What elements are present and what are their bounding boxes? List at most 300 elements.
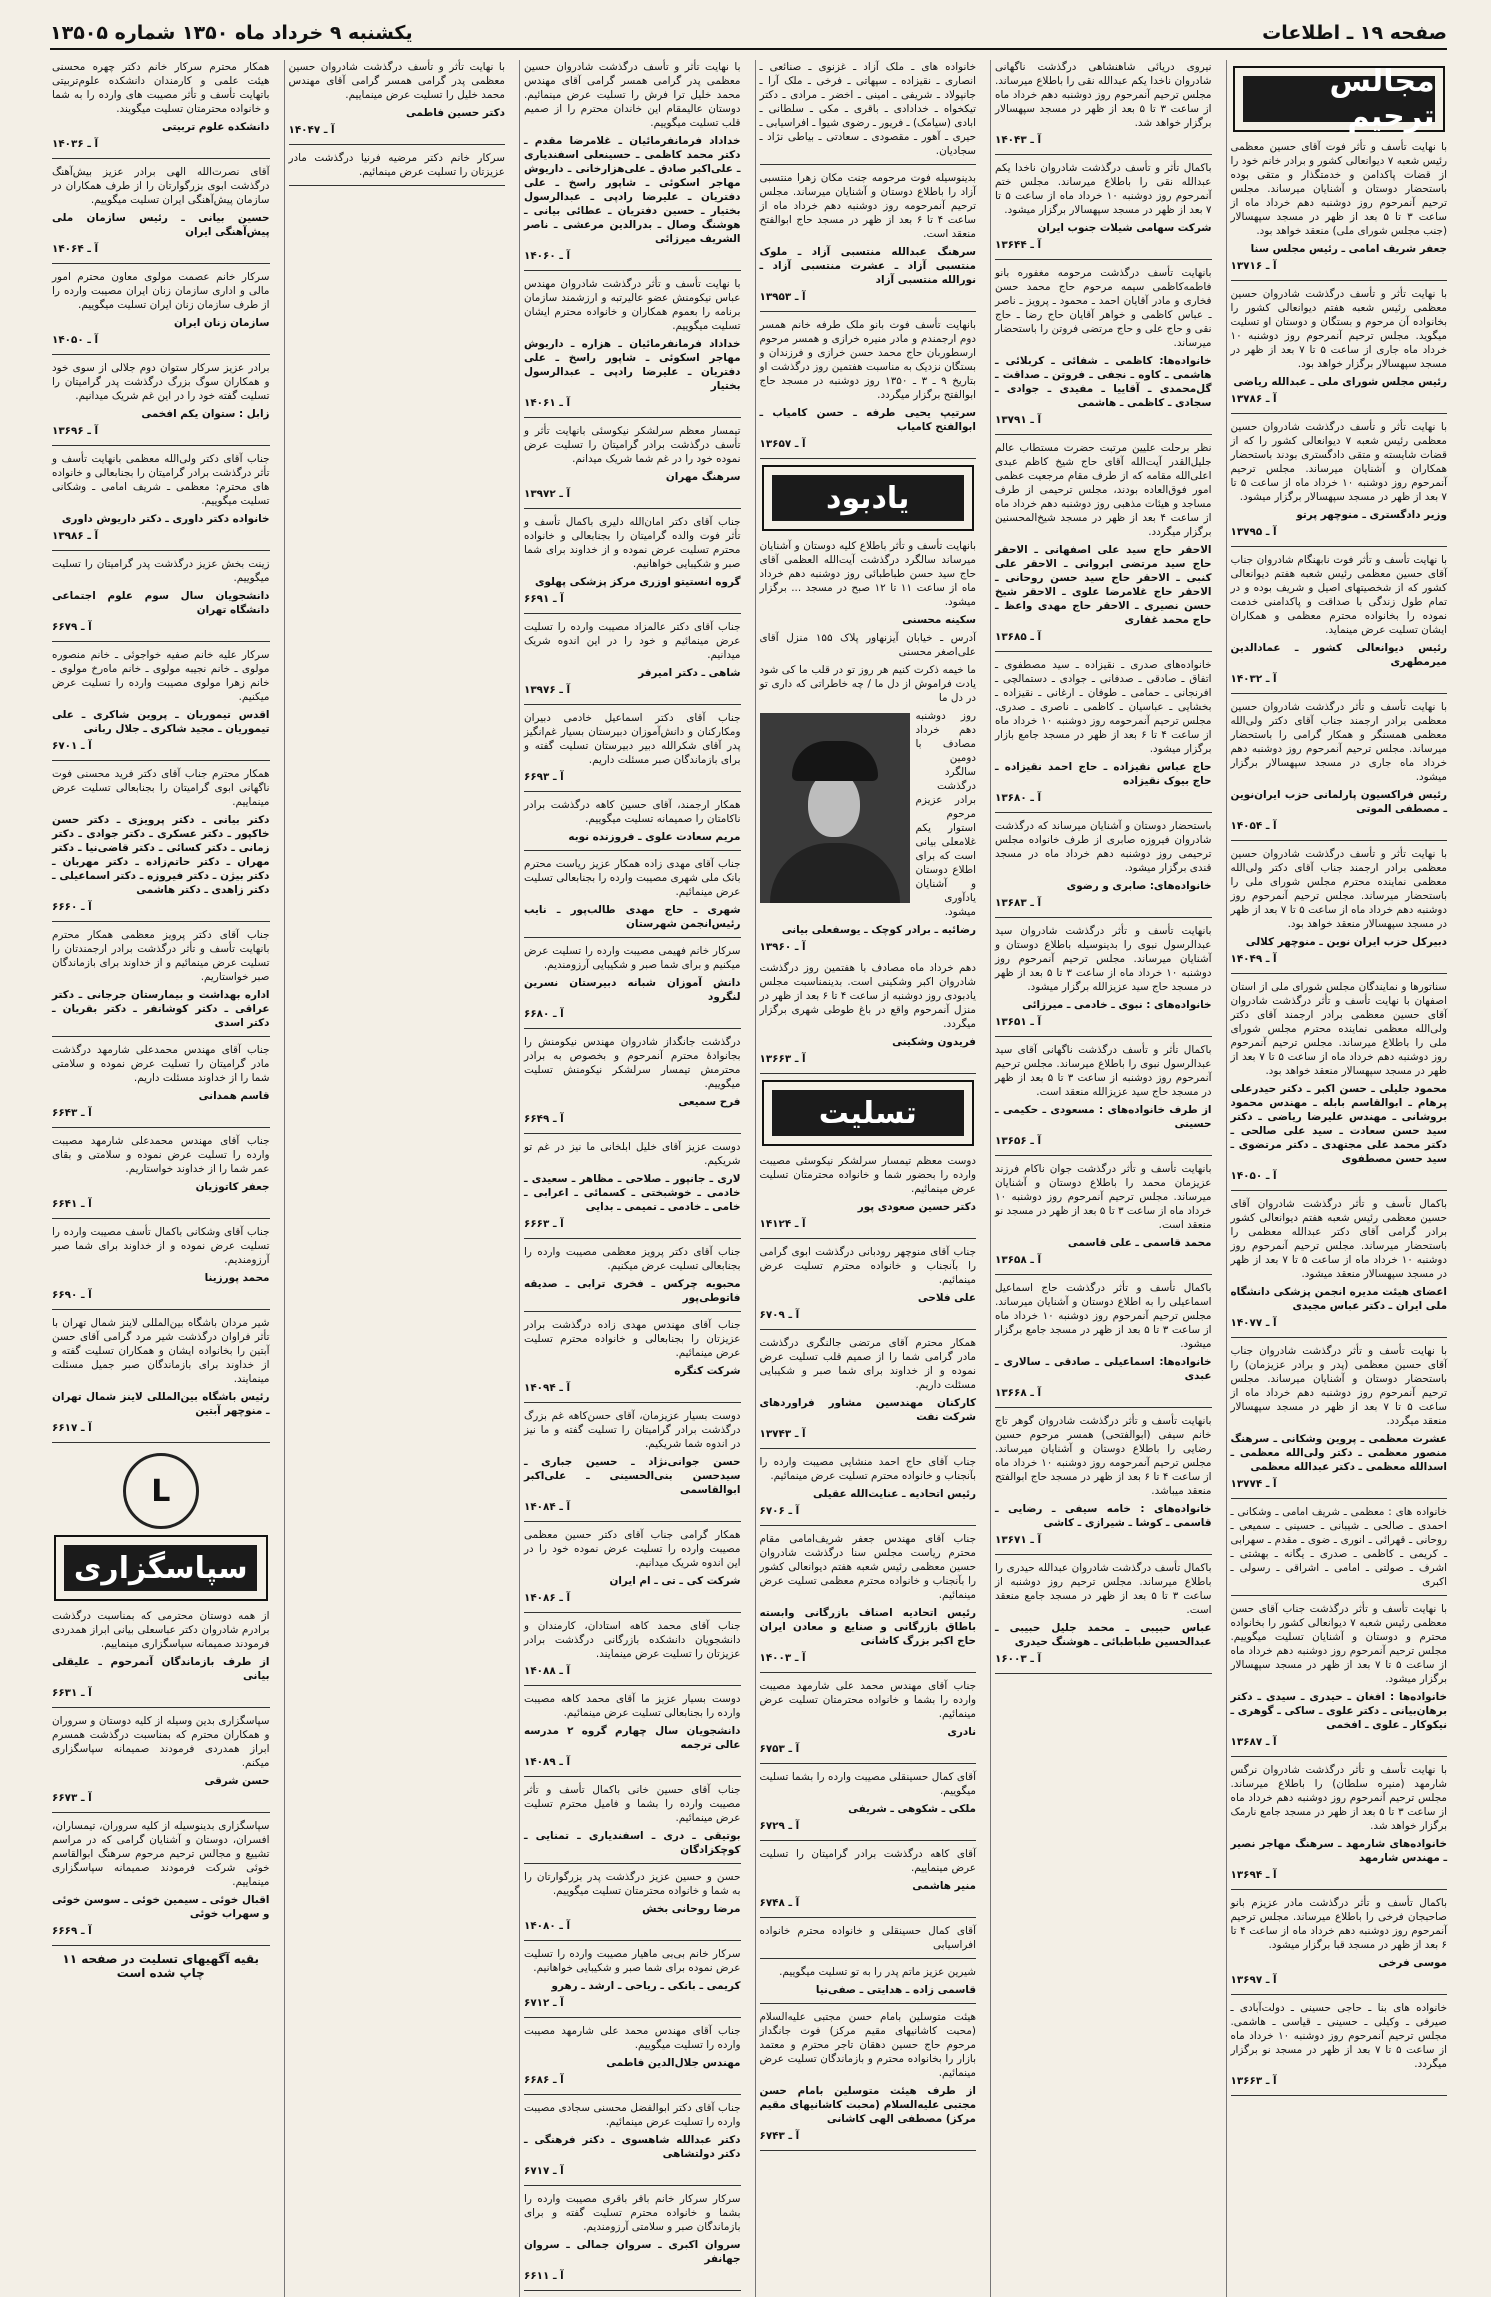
banner-title: یادبود: [772, 475, 964, 521]
issue-date: یکشنبه ۹ خرداد ماه ۱۳۵۰ شماره ۱۳۵۰۵: [50, 22, 413, 44]
notice-item: [524, 1409, 741, 1522]
ad-code: آ ـ ۶۶۹۱: [524, 593, 564, 605]
notice-text: شیر مردان باشگاه بین‌المللی لاینز شمال تهران با تأثر فراوان درگذشت شیر مرد گرامی آقای حسن آبتین را بخانواده ایشان و همکاران تسلیت گفته و از خداوند برای بازماندگان صبر جمیل مسئلت مینمایند.: [52, 1317, 270, 1385]
notice-text: دوست عزیز آقای خلیل ابلخانی ما نیز در غم تو شریکیم.: [524, 1141, 741, 1167]
divider: [760, 2150, 977, 2151]
ad-list: [760, 961, 977, 1074]
notice-signature: فریدون وشکینی: [892, 1036, 976, 1048]
notice-text: با نهایت تأسف و تأثر درگذشت شادروان حسین معظمی برادر ارجمند جناب آقای دکتر ولی‌الله معظمی همسنگر و همکار گرامی را باستحضار میرساند. مجلس ترحیم آنمرحوم روز دوشنبه دهم خرداد ماه جاری در مسجد سپهسالار برگزار میشود.: [1230, 701, 1447, 783]
ad-list: [995, 60, 1212, 1674]
notice-signature: زابل : ستوان یکم افخمی: [141, 408, 270, 420]
notice-item: [524, 277, 741, 418]
ad-code: آ ـ ۱۴۰۴۳: [995, 134, 1042, 146]
notice-text: همکار محترم آقای مرتضی جالنگری درگذشت مادر گرامی شما را از صمیم قلب تسلیت عرض نموده و از خداوند برای شما صبر و شکیبایی مسئلت داریم.: [759, 1337, 976, 1391]
notice-text: همکار محترم سرکار خانم دکتر چهره محسنی هیئت علمی و کارمندان دانشکده علوم‌تربیتی باتهایت تأسف و تأثر مصیبت های وارده را به شما و خانواده محترمتان تسلیت میگویند.: [52, 61, 270, 115]
ad-code: آ ـ ۶۷۱۲: [524, 1997, 564, 2009]
notice-text: سرکار خانم فهیمی مصیبت وارده را تسلیت عرض میکنیم و برای شما صبر و شکیبایی آرزومندیم.: [524, 945, 741, 971]
divider: [995, 434, 1212, 435]
ad-code: آ ـ ۶۶۹۳: [524, 771, 564, 783]
divider: [1231, 973, 1448, 974]
notice-item: [995, 161, 1212, 260]
divider: [1231, 840, 1448, 841]
divider: [1231, 2095, 1448, 2096]
divider: [524, 2094, 741, 2095]
notice-item: [995, 60, 1212, 155]
divider: [524, 1402, 741, 1403]
notice-signature: اعضای هیئت مدیره انجمن پزشکی دانشگاه ملی ایران ـ دکتر عباس مجیدی: [1230, 1286, 1447, 1312]
ad-code: آ ـ ۱۳۶۵۶: [995, 1135, 1042, 1147]
notice-item: [760, 60, 977, 165]
notice-text: دوست بسیار عزیز ما آقای محمد کاهه مصیبت وارده را بجنابعالی تسلیت عرض مینمائیم.: [524, 1693, 741, 1719]
banner-title: تسلیت: [772, 1090, 964, 1136]
divider: [52, 1309, 270, 1310]
notice-item: [524, 1947, 741, 2018]
ad-code: آ ـ ۶۶۶۳: [524, 1218, 564, 1230]
ad-list: [524, 60, 741, 2291]
memorial-text: بانهایت تأسف و تأثر باطلاع کلیه دوستان و آشنایان میرساند سالگرد درگذشت آیت‌الله العظمی آقای حاج سید حسن طباطبائی روز دوشنبه دهم خرداد ماه از ساعت ۱۱ تا ۱۲ صبح در مسجد ... برگزار میشود.: [759, 540, 976, 608]
ad-list: [52, 1609, 270, 1946]
notice-item: [995, 1281, 1212, 1408]
ad-code: آ ـ ۶۶۸۰: [524, 1008, 564, 1020]
ad-code: آ ـ ۶۶۷۹: [52, 621, 92, 633]
notice-item: [524, 2101, 741, 2186]
divider: [995, 1554, 1212, 1555]
notice-text: با نهایت تأثر و تأسف درگذشت شادروان حسین معظمی رئیس شعبه هفتم دیوانعالی کشور را بخانواده آن مرحوم و بستگان و دوستان او تسلیت میگوید. مجلس ترحیم آنمرحوم روز دوشنبه ۱۰ خرداد ماه جاری از ساعت ۵ تا ۷ بعد از ظهر در مسجد سپهسالار برگزار خواهد بود.: [1230, 288, 1447, 370]
notice-signature: سرهنگ مهران: [665, 471, 741, 483]
notice-item: [760, 1455, 977, 1526]
notice-signature: مرضا روحانی بخش: [642, 1903, 741, 1915]
divider: [995, 1155, 1212, 1156]
notice-text: جناب آقای مهندس محمد علی شارمهد مصیبت وارده را بشما و خانواده محترمتان تسلیت عرض مینمائیم.: [759, 1680, 976, 1720]
divider: [524, 270, 741, 271]
notice-text: آقای کاهه درگذشت برادر گرامیتان را تسلیت عرض مینماییم.: [759, 1848, 976, 1874]
ad-code: آ ـ ۶۷۵۳: [759, 1743, 800, 1755]
divider: [52, 1036, 270, 1037]
notice-item: [760, 1532, 977, 1673]
notice-item: [1231, 420, 1448, 547]
ad-code: آ ـ ۱۴۰۹۴: [524, 1382, 571, 1394]
ad-code: آ ـ ۱۳۶۶۳: [1230, 2075, 1277, 2087]
ad-code: آ ـ ۱۳۷۸۶: [1230, 393, 1277, 405]
notice-item: [524, 515, 741, 614]
notice-text: بانهایت تأسف و تأثر درگذشت جوان ناکام فرزند عزیزمان محمد را باطلاع دوستان و آشنایان میرساند. مجلس ترحیم آنمرحوم روز دوشنبه ۱۰ خرداد ماه از ساعت ۳ تا ۵ بعد از ظهر در مسجد نو منعقد است.: [994, 1163, 1212, 1231]
divider: [995, 259, 1212, 260]
ad-code: آ ـ ۱۴۰۳۶: [52, 138, 99, 150]
divider: [524, 508, 741, 509]
divider: [1231, 1994, 1448, 1995]
notice-text: بانهایت تأسف و تأثر درگذشت شادروان گوهر تاج خانم سیفی (ابوالفتحی) همسر مرحوم حسین رضایی را باطلاع دوستان و آشنایان میرساند. مجلس ترحیم آنمرحومه روز دوشنبه ۱۰ خرداد ماه از ساعت ۴ تا ۶ بعد از ظهر در مسجد حاج ابوالفتح منعقد میباشد.: [995, 1415, 1212, 1497]
notice-item: [52, 1819, 270, 1946]
notice-item: [524, 1035, 741, 1134]
ad-code: آ ـ ۱۳۷۹۵: [1230, 526, 1277, 538]
ad-code: آ ـ ۱۴۰۸۹: [524, 1756, 571, 1768]
divider: [52, 263, 270, 264]
divider: [1231, 1889, 1448, 1890]
notice-item: [760, 1245, 977, 1330]
notice-signature: خانواده‌های: صابری و رضوی: [1066, 880, 1212, 892]
divider: [52, 1707, 270, 1708]
divider: [760, 1329, 977, 1330]
notice-text: بانهایت تأسف و تأثر درگذشت شادروان سید عبدالرسول نبوی را بدینوسیله باطلاع دوستان و آشنایان میرساند. مجلس ترحیم آنمرحوم روز دوشنبه ۱۰ خرداد ماه از ساعت ۳ تا ۵ بعد از ظهر در مسجد حاج سید عزیزالله برگزار میشود.: [995, 925, 1212, 993]
notice-signature: خانواده‌های شارمهد ـ سرهنگ مهاجر نصیر ـ مهندس شارمهد: [1230, 1838, 1447, 1864]
ad-code: آ ـ ۶۷۴۸: [759, 1897, 800, 1909]
notice-text: سپاسگزاری بدین وسیله از کلیه دوستان و سروران و همکاران محترم که بمناسبت درگذشت همسرم ابراز همدردی فرمودند صمیمانه سپاسگزاری میکنم.: [52, 1715, 270, 1769]
notice-item: [1231, 1505, 1448, 1596]
notice-item: [1231, 1763, 1448, 1890]
column-five: [284, 60, 510, 2297]
divider: [52, 550, 270, 551]
notice-text: سناتورها و نمایندگان مجلس شورای ملی از استان اصفهان با نهایت تأسف و تأثر درگذشت شادروان آقای حسین معظمی برادر ارجمند آقای دکتر ولی‌الله معظمی نماینده محترم مجلس شورای ملی را باطلاع میرساند. مجلس ترحیم آنمرحوم روز دوشنبه دهم خرداد ماه از ساعت ۵ تا ۷ بعد از ظهر در مسجد سپهسالار منعقد خواهد بود.: [1230, 981, 1447, 1077]
divider: [995, 1036, 1212, 1037]
ad-code: آ ـ ۱۴۰۵۰: [1230, 1170, 1277, 1182]
ad-code: آ ـ ۱۳۹۵۳: [759, 291, 806, 303]
ad-code: آ ـ ۱۳۶۹۷: [1230, 1974, 1277, 1986]
ad-code: آ ـ ۱۴۰۴۹: [1230, 953, 1277, 965]
divider: [1231, 693, 1448, 694]
notice-text: با نهایت تأسف و تأثر درگذشت شادروان مهندس عباس نیکومنش عضو عالیرتبه و ارزشمند سازمان برنامه را بعموم همکاران و خانواده محترم ایشان تسلیت میگوییم.: [524, 278, 741, 332]
ad-code: آ ـ ۱۴۰۷۷: [1230, 1317, 1277, 1329]
notice-item: [524, 424, 741, 509]
notice-text: بدینوسیله فوت مرحومه جنت مکان زهرا منتسبی آزاد را باطلاع دوستان و آشنایان میرساند. مجلس ترحیم آنمرحومه روز دوشنبه دهم خرداد ماه از ساعت ۴ تا ۶ بعد از ظهر در مسجد حاج ابوالفتح منعقد است.: [759, 172, 976, 240]
notice-text: آقای نصرت‌الله الهی برادر عزیز بیش‌آهنگ درگذشت ابوی بزرگوارتان را از طرف همکاران در سازمان پیش‌آهنگی ایران تسلیت میگوییم.: [52, 166, 270, 206]
divider: [524, 1133, 741, 1134]
notice-text: جناب آقای وشکانی باکمال تأسف مصیبت وارده را تسلیت عرض نموده و از خداوند برای شما صبر آرزومندیم.: [52, 1226, 270, 1266]
notice-item: [995, 658, 1212, 813]
notice-signature: خانواده‌های : نبوی ـ خادمی ـ میرزائی: [1022, 999, 1212, 1011]
memorial-address: آدرس ـ خیابان آیزنهاور پلاک ۱۵۵ منزل آقای علی‌اصغر محسنی: [759, 632, 976, 658]
notice-item: [760, 1770, 977, 1841]
ad-code: آ ـ ۶۶۹۰: [52, 1289, 92, 1301]
lions-club-logo-icon: L: [123, 1453, 199, 1529]
ad-code: آ ـ ۱۳۶۷۱: [995, 1534, 1042, 1546]
notice-item: [760, 1965, 977, 2004]
notice-text: خانواده های : معظمی ـ شریف امامی ـ وشکانی ـ احمدی ـ صالحی ـ شیبانی ـ حسینی ـ سمیعی ـ روحانی ـ قهرائی ـ انوری ـ ضوی ـ مقدم ـ سهرابی ـ کریمی ـ کاظمی ـ صدری ـ یگانه ـ بهشتی ـ اشرف ـ صولتی ـ امامی ـ اشراقی ـ رسولی ـ اکبری: [1230, 1506, 1447, 1588]
notice-text: حسن و حسین عزیز درگذشت پدر بزرگوارتان را به شما و خانواده محترمتان تسلیت میگوییم.: [524, 1871, 741, 1897]
ad-code: آ ـ ۱۳۶۶۳: [759, 1053, 806, 1065]
ad-code: آ ـ ۱۳۶۶۸: [995, 1387, 1042, 1399]
ad-code: آ ـ ۶۶۸۶: [524, 2074, 564, 2086]
divider: [760, 1840, 977, 1841]
notice-text: سرکار خانم دکتر مرضیه فرنیا درگذشت مادر عزیزتان را تسلیت عرض مینمائیم.: [288, 152, 505, 178]
divider: [52, 1945, 270, 1946]
ad-code: آ ـ ۶۶۴۳: [52, 1107, 92, 1119]
notice-item: [524, 1783, 741, 1864]
notice-item: [995, 1162, 1212, 1275]
notice-text: سرکار علیه خانم صفیه خواجوئی ـ خانم منصوره مولوی ـ خانم نجیبه مولوی ـ خانم ماه‌رخ مولوی ـ خانم زهرا مولوی مصیبت وارده را تسلیت عرض میکنیم.: [52, 649, 270, 703]
notice-text: جناب آقای مهدی زاده همکار عزیز ریاست محترم بانک ملی شهری مصیبت وارده را بجنابعالی تسلیت عرض مینمائیم.: [524, 858, 741, 898]
ad-code: آ ـ ۱۳۹۷۲: [524, 488, 571, 500]
ad-code: آ ـ ۱۴۰۸۶: [524, 1592, 571, 1604]
ad-code: آ ـ ۱۳۶۸۳: [995, 897, 1042, 909]
divider: [524, 850, 741, 851]
notice-signature: گروه انستیتو اوزری مرکز پزشکی پهلوی: [534, 576, 741, 588]
ad-code: آ ـ ۱۴۰۶۴: [52, 243, 99, 255]
notice-signature: اداره بهداشت و بیمارستان جرجانی ـ دکتر عراقی ـ دکتر کوشانفر ـ دکتر بقریان ـ دکتر اسدی: [52, 989, 270, 1029]
notice-item: [1231, 2001, 1448, 2096]
section-banner-yadbood: [762, 465, 975, 531]
memorial-poem: ما خیمه ذکرت کنیم هر روز تو در قلب ما کی شود یادت فراموش از دل ما / چه خاطراتی که داری تو در دل ما: [759, 664, 976, 704]
notice-signature: عشرت معظمی ـ پروین وشکانی ـ سرهنگ منصور معظمی ـ دکتر ولی‌الله معظمی ـ اسدالله معظمی ـ دکتر عبدالله معظمی: [1230, 1433, 1447, 1473]
divider: [524, 704, 741, 705]
notice-text: باکمال تأسف و تأثر درگذشت حاج اسماعیل اسماعیلی را به اطلاع دوستان و آشنایان میرساند. مجلس ترحیم آنمرحوم روز دوشنبه ۱۰ خرداد ماه از ساعت ۳ تا ۵ بعد از ظهر در مسجد جامع برگزار میشود.: [995, 1282, 1212, 1350]
ad-code: آ ـ ۱۳۶۵۱: [995, 1016, 1042, 1028]
notice-signature: خداداد فرمانفرمائیان ـ غلامرضا مقدم ـ دکتر محمد کاظمی ـ حسینعلی اسفندیاری ـ علی‌اکبر صادق ـ علی‌هزارخانی ـ داریوش مهاجر اسکوئی ـ شاپور راسخ ـ علی دفتریان ـ علیرضا رادپی ـ عبدالرسول بختیار ـ حسین دفتریان ـ عطائی بیانی ـ هوشنگ وصال ـ بدرالدین مرعشی ـ ناصر الشریف میرزائی: [524, 135, 741, 245]
divider: [760, 164, 977, 165]
notice-signature: مریم سعادت علوی ـ فروزنده نوبه: [568, 831, 741, 843]
notice-item: [995, 1043, 1212, 1156]
notice-signature: اقبال خوئی ـ سیمین خوئی ـ سوسن خوئی و سهراب خوئی: [52, 1894, 270, 1920]
notice-signature: شهری ـ حاج مهدی طالب‌پور ـ نایب رئیس‌انجمن شهرستان: [524, 904, 741, 930]
ad-code: آ ـ ۶۶۱۱: [524, 2270, 564, 2282]
ad-code: آ ـ ۱۴۱۲۴: [759, 1218, 806, 1230]
ad-code: آ ـ ۶۷۰۶: [759, 1505, 800, 1517]
footer-note: بقیه آگهیهای تسلیت در صفحه ۱۱ چاپ شده است: [62, 1952, 260, 1980]
notice-signature: شاهی ـ دکتر امیرفر: [638, 667, 741, 679]
divider: [760, 1917, 977, 1918]
notice-text: بانهایت تأسف فوت بانو ملک طرفه خانم همسر دوم ارجمندم و مادر منیره خرازی و همسر مرحوم ارسطوربان حاج محمد حسن خرازی و فرزندان و بستگان نزدیک به مناسبت هفتمین روز درگذشت او بتاریخ ۹ ـ ۳ ـ ۱۳۵۰ روز دوشنبه در مسجد حاج ابوالفتح برگزار میگردد.: [759, 319, 977, 401]
notice-text: تیمسار معظم سرلشکر نیکوسئی بانهایت تأثر و تأسف درگذشت برادر گرامیتان را تسلیت عرض نموده خود را در غم شما شریک میدانم.: [524, 425, 741, 465]
ad-code: آ ـ ۱۴۰۶۰: [524, 250, 571, 262]
column-six: [48, 60, 274, 2297]
notice-signature: نادری: [947, 1726, 976, 1738]
divider: [995, 1673, 1212, 1674]
divider: [760, 458, 977, 459]
ad-code: آ ـ ۱۳۶۵۸: [995, 1254, 1042, 1266]
section-banner-sepasgozari: [54, 1535, 268, 1601]
notice-signature: ملکی ـ شکوهی ـ شریفی: [848, 1803, 976, 1815]
notice-signature: اقدس تیموریان ـ پروین شاکری ـ علی تیموریان ـ مجید شاکری ـ جلال ربانی: [52, 709, 270, 735]
notice-text: سرکار سرکار خانم باقر باقری مصیبت وارده را بشما و خانواده محترم تسلیت گفته و برای بازماندگان صبر و سلامتی آرزومندیم.: [524, 2193, 741, 2233]
notice-signature: خانواده‌ها: کاظمی ـ شفائی ـ کربلائی ـ هاشمی ـ کاوه ـ نجفی ـ فروتن ـ صداقت ـ گل‌محمدی ـ آقاییا ـ مفیدی ـ جوادی ـ سجادی ـ کاظمی ـ هاشمی: [995, 355, 1212, 409]
notice-text: جناب آقای مهندس مهدی زاده درگذشت برادر عزیزتان را بجنابعالی و خانواده محترم تسلیت عرض مینمائیم.: [524, 1319, 741, 1359]
notice-signature: دکتر حسین فاطمی: [406, 107, 505, 119]
notice-text: جناب آقای مهندس محمدعلی شارمهد مصیبت وارده را تسلیت عرض نموده و سلامتی و بقای عمر شما را از خداوند خواستاریم.: [52, 1135, 270, 1175]
notice-signature: بوتیقی ـ دری ـ اسفندیاری ـ تمنایی ـ کوچکزادگان: [524, 1830, 741, 1856]
notice-item: [524, 1140, 741, 1239]
notice-text: باکمال تأسف درگذشت شادروان عبدالله حیدری را باطلاع میرساند. مجلس ترحیم روز دوشنبه از ساعت ۳ تا ۵ بعد از ظهر در مسجد جامع منعقد است.: [995, 1562, 1212, 1616]
notice-item: [995, 266, 1212, 435]
notice-text: از همه دوستان محترمی که بمناسبت درگذشت برادرم شادروان دکتر عباسعلی بیانی ابراز همدردی فرمودند صمیمانه سپاسگزاری مینماییم.: [52, 1610, 270, 1650]
notice-item: [52, 767, 270, 922]
notice-item: [1231, 1896, 1448, 1995]
notice-item: [52, 361, 270, 446]
divider: [760, 2003, 977, 2004]
notice-text: با نهایت تأسف و تأثر فوت نابهنگام شادروان جناب آقای حسین معظمی رئیس شعبه هفتم دیوانعالی کشور که از شخصیتهای اصیل و شریف بوده و در تمام طول زندگی با صداقت و پاکدامنی خدمت نموده را بخانواده محترم معظمی و همکاران ایشان تسلیت عرض مینماید.: [1230, 554, 1447, 636]
notice-item: [760, 318, 977, 459]
divider: [524, 2017, 741, 2018]
notice-signature: موسی فرخی: [1378, 1957, 1447, 1969]
notice-signature: حاج عباس نقیزاده ـ حاج احمد نقیزاده ـ حاج بیوک نقیزاده: [995, 761, 1212, 787]
notice-text: برادر عزیز سرکار ستوان دوم جلالی از سوی خود و همکاران سوگ بزرگ درگذشت پدر گرامیتان را تسلیت گفته خود را در این غم شریک میدانیم.: [52, 362, 270, 402]
notice-text: جناب آقای مهندس محمد علی شارمهد مصیبت وارده را تسلیت میگوییم.: [524, 2025, 741, 2051]
notice-text: شیرین عزیز ماتم پدر را به تو تسلیت میگوییم.: [779, 1966, 976, 1978]
portrait-cap: [792, 741, 878, 781]
notice-signature: از طرف خانواده‌های : مسعودی ـ حکیمی ـ حسینی: [995, 1104, 1212, 1130]
ad-code: آ ـ ۶۷۲۹: [759, 1820, 800, 1832]
ad-code: آ ـ ۱۳۶۹۶: [52, 425, 99, 437]
notice-text: جناب آقای منوچهر رودبانی درگذشت ابوی گرامی را بآنجناب و خانواده محترم تسلیت عرض مینمائیم.: [759, 1246, 976, 1286]
notice-item: [524, 1318, 741, 1403]
column-majales-tarhim: [1226, 60, 1452, 2297]
notice-signature: خداداد فرمانفرمائیان ـ هزاره ـ داریوش مهاجر اسکوئی ـ شاپور راسخ ـ علی دفتریان ـ علیرضا رادپی ـ عبدالرسول بختیار: [524, 338, 741, 392]
notice-text: جناب آقای حسین خانی باکمال تأسف و تأثر مصیبت وارده را بشما و فامیل محترم تسلیت عرض مینمائیم.: [524, 1784, 741, 1824]
notice-signature: محمود جلیلی ـ حسن اکبر ـ دکتر حیدرعلی پرهام ـ ابوالقاسم بابله ـ مهندس محمود بروشانی ـ مهندس علیرضا ریاضی ـ دکتر سید حسن سعادت ـ سید علی صالحی ـ دکتر محمد علی مجتهدی ـ دکتر مرتضوی ـ سید حسن مصطفوی: [1230, 1083, 1447, 1165]
notice-item: [52, 928, 270, 1037]
notice-signature: حسن جوانی‌نژاد ـ حسین جباری ـ سیدحسن بنی‌الحسینی ـ علی‌اکبر ابوالقاسمی: [524, 1456, 741, 1496]
notice-signature: دانشجویان سال چهارم گروه ۲ مدرسه عالی ترجمه: [524, 1725, 741, 1751]
notice-text: همکار ارجمند، آقای حسین کاهه درگذشت برادر ناکامتان را صمیمانه تسلیت میگوییم.: [524, 799, 741, 825]
notice-text: نیروی دریائی شاهنشاهی درگذشت ناگهانی شادروان ناخدا یکم عبدالله نقی را باطلاع میرساند. مجلس ترحیم آنمرحوم روز دوشنبه دهم خرداد ماه از ساعت ۳ تا ۵ بعد از ظهر در مسجد سپهسالار برگزار خواهد شد.: [995, 61, 1212, 129]
notice-item: [760, 1679, 977, 1764]
notice-text: جناب آقای دکتر امان‌الله دلیری باکمال تأسف و تأثر فوت والده گرامیتان را بجنابعالی و خانواده محترم تسلیت عرض نموده و از خداوند برای شما صبر و شکیبایی خواهانیم.: [524, 516, 741, 570]
notice-item: [1231, 847, 1448, 974]
notice-signature: خانواده‌ها: اسماعیلی ـ صادقی ـ سالاری ـ عبدی: [995, 1356, 1212, 1382]
notice-signature: منیر هاشمی: [912, 1880, 976, 1892]
notice-signature: دانشکده علوم تربیتی: [161, 121, 270, 133]
notice-signature: علی فلاحی: [917, 1292, 976, 1304]
notice-signature: قاسمی زاده ـ هدایتی ـ صفی‌نیا: [815, 1984, 976, 1996]
divider: [760, 311, 977, 312]
ad-code: آ ـ ۶۶۴۹: [524, 1113, 564, 1125]
notice-item: [995, 1561, 1212, 1674]
ad-code: آ ـ ۶۷۴۳: [759, 2130, 800, 2142]
portrait-shoulders: [770, 843, 900, 903]
notice-item: [52, 1714, 270, 1813]
ad-code: آ ـ ۱۳۹۶۰: [759, 941, 806, 953]
notice-item: [52, 452, 270, 551]
notice-signature: رئیس فراکسیون پارلمانی حزب ایران‌نوین ـ مصطفی الموتی: [1230, 789, 1447, 815]
notice-item: [760, 1336, 977, 1449]
notice-item: [1231, 1344, 1448, 1499]
divider: [52, 354, 270, 355]
notice-signature: دکتر حسین صعودی پور: [857, 1201, 976, 1213]
notice-text: باکمال تأثر و تأسف درگذشت ناگهانی آقای سید عبدالرسول نبوی را باطلاع میرساند. مجلس ترحیم آنمرحوم روز دوشنبه از ساعت ۳ تا ۵ بعد از ظهر در مسجد حاج سید عزیزالله منعقد است.: [995, 1044, 1212, 1098]
ad-code: آ ـ ۶۷۱۷: [524, 2165, 564, 2177]
ad-code: آ ـ ۱۴۰۰۳: [759, 1652, 806, 1664]
divider: [524, 1685, 741, 1686]
notice-signature: محمد قاسمی ـ علی قاسمی: [1067, 1237, 1212, 1249]
ad-code: آ ـ ۱۳۷۷۴: [1230, 1478, 1277, 1490]
notice-signature: کریمی ـ بانکی ـ ریاحی ـ ارشد ـ رهرو: [551, 1980, 741, 1992]
notice-text: آقای کمال حسینقلی مصیبت وارده را بشما تسلیت میگوییم.: [759, 1771, 976, 1797]
divider: [995, 1407, 1212, 1408]
notice-text: جناب آقای دکتر عالمزاد مصیبت وارده را تسلیت عرض مینمائیم و خود را در این اندوه شریک میدانیم.: [524, 621, 741, 661]
divider: [1231, 546, 1448, 547]
notice-item: [524, 2024, 741, 2095]
divider: [52, 158, 270, 159]
notice-signature: رئیس اتحادیه ـ عنایت‌الله عقیلی: [813, 1488, 976, 1500]
divider: [524, 1863, 741, 1864]
notice-signature: سرهنگ عبدالله منتسبی آزاد ـ ملوک منتسبی آزاد ـ عشرت منتسبی آزاد ـ نورالله منتسبی آزاد: [759, 246, 976, 286]
divider: [52, 445, 270, 446]
notice-item: [760, 171, 977, 312]
divider: [995, 651, 1212, 652]
divider: [760, 1672, 977, 1673]
notice-signature: دبیرکل حزب ایران نوین ـ منوچهر کلالی: [1245, 936, 1447, 948]
section-banner-majales-tarhim: [1233, 66, 1446, 132]
ad-code: آ ـ ۶۷۰۹: [759, 1309, 800, 1321]
divider: [524, 417, 741, 418]
notice-item: [52, 1316, 270, 1443]
notice-signature: حسن شرقی: [204, 1775, 270, 1787]
notice-item: [524, 2192, 741, 2291]
notice-text: با نهایت تأسف و تأثر درگذشت جناب آقای حسن معظمی رئیس شعبه ۷ دیوانعالی کشور را بخانواده محترم و دوستان و آشنایان تسلیت میگوییم. مجلس ترحیم آنمرحوم روز دوشنبه دهم خرداد ماه از ساعت ۵ تا ۷ بعد از ظهر در مسجد سپهسالار برگزار میشود.: [1230, 1603, 1447, 1685]
notice-item: [289, 151, 506, 186]
notice-signature: محبوبه چرکس ـ فخری ترابی ـ صدیقه فاتوطی‌پور: [524, 1278, 741, 1304]
notice-text: با نهایت تأسف و تأثر درگذشت شادروان نرگس شارمهد (منیره سلطان) را باطلاع میرساند. مجلس ترحیم آنمرحوم روز دوشنبه دهم خرداد ماه از ساعت ۳ تا ۵ بعد از ظهر در مسجد جامع نارمک برگزار خواهد شد.: [1230, 1764, 1447, 1832]
divider: [524, 2185, 741, 2186]
ad-code: آ ـ ۱۳۶۸۰: [995, 792, 1042, 804]
notice-item: [1231, 140, 1448, 281]
ad-code: آ ـ ۱۴۰۴۷: [288, 124, 335, 136]
ad-list: [1231, 140, 1448, 2096]
notice-item: [524, 857, 741, 938]
divider: [1231, 1337, 1448, 1338]
notice-signature: فرح سمیعی: [678, 1096, 741, 1108]
masthead: [50, 18, 1447, 50]
photo-caption: روز دوشنبه دهم خرداد مصادف با دومین سالگرد درگذشت برادر عزیزم مرحوم استوار یکم غلامعلی بیانی است که برای اطلاع دوستان و آشنایان یادآوری میشود.: [915, 710, 976, 918]
notice-text: باکمال تأسف و تأثر درگذشت مادر عزیزم بانو صاحبجان فرخی را باطلاع میرساند. مجلس ترحیم آنمرحوم روز دوشنبه دهم خرداد ماه از ساعت ۴ تا ۶ بعد از ظهر در مسجد قبا برگزار میشود.: [1230, 1897, 1447, 1951]
divider: [760, 1238, 977, 1239]
ad-list: [52, 60, 270, 1443]
ad-code: آ ـ ۱۴۰۸۴: [524, 1501, 571, 1513]
notice-text: جناب آقای دکتر ولی‌الله معظمی بانهایت تأسف و تأثر درگذشت برادر گرامیتان را بجنابعالی و خانواده های محترم: معظمی ـ شریف امامی ـ وشکانی تسلیت میگوییم.: [52, 453, 270, 507]
divider: [524, 1612, 741, 1613]
notice-item: [52, 1609, 270, 1708]
notice-text: جناب آقای مهندس محمدعلی شارمهد درگذشت مادر گرامیتان را تسلیت عرض نموده و سلامتی شما را از خداوند مسئلت داریم.: [52, 1044, 270, 1084]
notice-signature: کارکنان مهندسین مشاور فراوردهای شرکت نفت: [759, 1397, 976, 1423]
ad-code: آ ـ ۱۳۶۸۵: [995, 631, 1042, 643]
divider: [524, 937, 741, 938]
notice-text: بانهایت تأسف درگذشت مرحومه مغفوره بانو فاطمه‌کاظمی سیمه مرحوم حاج محمد حسن فخاری و مادر آقایان احمد ـ محمود ـ پرویز ـ ناصر ـ عباس کاظمی و خواهر آقایان حاج رضا ـ حاج نقی و حاج علی و حاج مرتضی فروتن را باستحضار میرساند.: [995, 267, 1212, 349]
notice-item: [995, 819, 1212, 918]
divider: [52, 760, 270, 761]
notice-text: باکمال تأثر و تأسف درگذشت شادروان ناخدا یکم عبدالله نقی را باطلاع میرساند. مجلس ختم آنمرحوم روز دوشنبه ۱۰ خرداد ماه از ساعت ۵ تا ۷ بعد از ظهر در مسجد سپهسالار برگزار میشود.: [995, 162, 1212, 216]
ad-code: آ ـ ۱۳۶۸۷: [1230, 1736, 1277, 1748]
notice-text: جناب آقای دکتر پرویز معظمی مصیبت وارده را بجنابعالی تسلیت عرض میکنیم.: [524, 1246, 741, 1272]
notice-text: درگذشت جانگداز شادروان مهندس نیکومنش را بجانوادۀ محترم آنمرحوم و بخصوص به برادر محترمش تیمسار سرلشکر نیکومنش تسلیت میگوییم.: [524, 1036, 741, 1090]
notice-item: [524, 798, 741, 851]
notice-text: دهم خرداد ماه مصادف با هفتمین روز درگذشت شادروان اکبر وشکینی است. بدینمناسبت مجلس یادبودی روز دوشنبه از ساعت ۴ تا ۶ بعد از ظهر در منزل آنمرحوم واقع در باغ طوطی شهری برگزار میگردد.: [759, 962, 976, 1030]
notice-item: [52, 60, 270, 159]
notice-signature: محمد پورزینا: [204, 1272, 270, 1284]
notice-signature: حسین بیانی ـ رئیس سازمان ملی پیش‌آهنگی ایران: [52, 212, 270, 238]
divider: [524, 791, 741, 792]
divider: [995, 154, 1212, 155]
ad-code: آ ـ ۱۳۷۱۶: [1230, 260, 1277, 272]
notice-item: [52, 1043, 270, 1128]
ad-code: آ ـ ۶۶۱۷: [52, 1422, 92, 1434]
divider: [1231, 1595, 1448, 1596]
notice-signature: دکتر بیانی ـ دکتر پرویزی ـ دکتر حسن خاکپور ـ دکتر عسکری ـ دکتر جوادی ـ دکتر زمانی ـ دکتر کسائی ـ دکتر قاضی‌نیا ـ دکتر مهران ـ دکتر حاتم‌زاده ـ دکتر مهربان ـ دکتر بیژن ـ دکتر فیروزه ـ دکتر اسماعیلی ـ دکتر زاهدی ـ دکتر هاشمی: [52, 814, 270, 896]
notice-item: [760, 1154, 977, 1239]
divider: [1231, 1190, 1448, 1191]
notice-item: [524, 1245, 741, 1312]
notice-signature: سازمان زنان ایران: [173, 317, 270, 329]
notice-item: [1231, 1197, 1448, 1338]
notice-signature: عباس حبیبی ـ محمد جلیل حبیبی ـ عبدالحسین طباطبائی ـ هوشنگ حیدری: [995, 1622, 1212, 1648]
notice-signature: وزیر دادگستری ـ منوچهر پرتو: [1296, 509, 1447, 521]
divider: [524, 1940, 741, 1941]
divider: [760, 1448, 977, 1449]
notice-signature: شرکت سهامی شیلات جنوب ایران: [1037, 222, 1212, 234]
notice-signature: رئیس باشگاه بین‌المللی لاینز شمال تهران ـ منوچهر آبتین: [52, 1391, 270, 1417]
notice-item: [524, 1528, 741, 1613]
divider: [524, 613, 741, 614]
section-banner-tasliat: [762, 1080, 975, 1146]
divider: [52, 641, 270, 642]
notice-text: با نهایت تأثر و تأسف درگذشت شادروان حسین معظمی رئیس شعبه ۷ دیوانعالی کشور را که از قضات شایسته و متقی دادگستری بودند باستحضار همکاران و آشنایان میرساند. مجلس ترحیم آنمرحوم روز دوشنبه ۱۰ خرداد ماه از ساعت ۵ تا ۷ بعد از ظهر در مسجد سپهسالار برگزار میشود.: [1230, 421, 1447, 503]
